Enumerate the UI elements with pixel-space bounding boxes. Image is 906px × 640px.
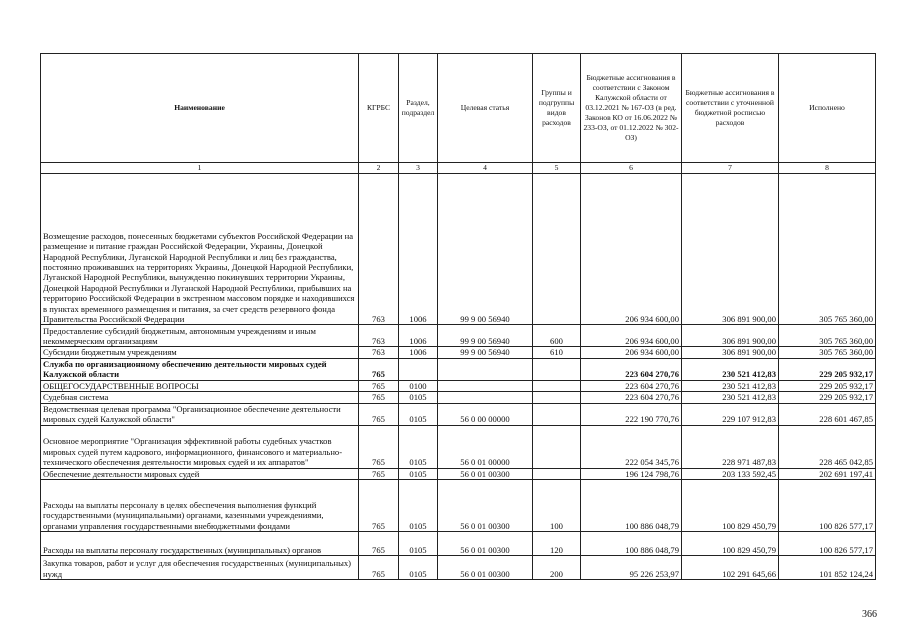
column-number: 8 <box>779 163 876 174</box>
row-assign-refined: 306 891 900,00 <box>682 325 779 347</box>
row-vid: 600 <box>533 325 581 347</box>
row-kgrbs: 763 <box>359 325 399 347</box>
row-tselevaya <box>438 380 533 391</box>
header-kgrbs: КГРБС <box>359 54 399 163</box>
table-row <box>41 403 876 425</box>
row-kgrbs: 765 <box>359 532 399 556</box>
row-assign-refined: 230 521 412,83 <box>682 380 779 391</box>
table-row <box>41 392 876 403</box>
row-vid <box>533 174 581 325</box>
budget-table <box>40 53 876 580</box>
row-ispolneno: 305 765 360,00 <box>779 325 876 347</box>
row-tselevaya: 56 0 00 00000 <box>438 403 533 425</box>
table-row <box>41 480 876 532</box>
row-ispolneno: 202 691 197,41 <box>779 468 876 479</box>
column-number: 4 <box>438 163 533 174</box>
row-assign-refined: 100 829 450,79 <box>682 532 779 556</box>
row-razdel: 0105 <box>399 392 438 403</box>
row-assign-law: 100 886 048,79 <box>581 480 682 532</box>
row-ispolneno: 305 765 360,00 <box>779 347 876 358</box>
row-name: Предоставление субсидий бюджетным, автономным учреждениям и иным некоммерческим организациям <box>41 325 359 347</box>
column-number: 5 <box>533 163 581 174</box>
row-tselevaya: 56 0 01 00300 <box>438 556 533 580</box>
header-gruppy: Группы и подгруппы видов расходов <box>533 54 581 163</box>
row-assign-law: 206 934 600,00 <box>581 347 682 358</box>
row-vid <box>533 392 581 403</box>
row-ispolneno: 229 205 932,17 <box>779 358 876 380</box>
row-assign-law: 206 934 600,00 <box>581 174 682 325</box>
row-vid: 120 <box>533 532 581 556</box>
row-razdel: 0105 <box>399 556 438 580</box>
row-assign-refined: 306 891 900,00 <box>682 174 779 325</box>
column-number: 6 <box>581 163 682 174</box>
row-name: Судебная система <box>41 392 359 403</box>
column-number: 2 <box>359 163 399 174</box>
row-kgrbs: 765 <box>359 392 399 403</box>
row-kgrbs: 765 <box>359 468 399 479</box>
row-assign-law: 222 054 345,76 <box>581 425 682 468</box>
row-razdel: 1006 <box>399 174 438 325</box>
row-name: Возмещение расходов, понесенных бюджетами субъектов Российской Федерации на размещение и питание граждан Российской Федерации, Украины, Донецкой Народной Республики, Луганской Народной Республики и лиц без гражданства, постоянно проживавших на территориях Украины, Донецкой Народной Республики, Луганской Народной Республики, вынужденно покинувших территории Украины, Донецкой Народной Республики и Луганской Народной Республики, прибывших на территорию Российской Федерации в экстренном массовом порядке и находившихся в пунктах временного размещения и питания, за счет средств резервного фонда Правительства Российской Федерации <box>41 174 359 325</box>
row-razdel: 0105 <box>399 480 438 532</box>
row-ispolneno: 228 601 467,85 <box>779 403 876 425</box>
row-ispolneno: 228 465 042,85 <box>779 425 876 468</box>
header-assign-law: Бюджетные ассигнования в соответствии с Законом Калужской области от 03.12.2021 № 167-ОЗ (в ред. Законов КО от 16.06.2022 № 233-ОЗ, от 01.12.2022 № 302-ОЗ) <box>581 54 682 163</box>
row-vid <box>533 380 581 391</box>
header-assign-refined: Бюджетные ассигнования в соответствии с уточненной бюджетной росписью расходов <box>682 54 779 163</box>
row-ispolneno: 100 826 577,17 <box>779 532 876 556</box>
row-tselevaya: 99 9 00 56940 <box>438 174 533 325</box>
row-name: Основное мероприятие "Организация эффективной работы судебных участков мировых судей путем кадрового, информационного, финансового и материально-технического обеспечения деятельности мировых судей и их аппаратов" <box>41 425 359 468</box>
row-name: ОБЩЕГОСУДАРСТВЕННЫЕ ВОПРОСЫ <box>41 380 359 391</box>
row-vid <box>533 425 581 468</box>
column-number-row <box>41 163 876 174</box>
row-assign-refined: 228 971 487,83 <box>682 425 779 468</box>
row-assign-refined: 230 521 412,83 <box>682 392 779 403</box>
row-assign-law: 223 604 270,76 <box>581 392 682 403</box>
row-vid: 100 <box>533 480 581 532</box>
row-kgrbs: 765 <box>359 425 399 468</box>
row-assign-refined: 203 133 592,45 <box>682 468 779 479</box>
row-assign-refined: 306 891 900,00 <box>682 347 779 358</box>
row-vid <box>533 403 581 425</box>
row-tselevaya: 99 9 00 56940 <box>438 347 533 358</box>
row-razdel: 1006 <box>399 325 438 347</box>
column-number: 1 <box>41 163 359 174</box>
row-tselevaya: 99 9 00 56940 <box>438 325 533 347</box>
row-tselevaya <box>438 392 533 403</box>
row-ispolneno: 229 205 932,17 <box>779 392 876 403</box>
row-name: Расходы на выплаты персоналу государственных (муниципальных) органов <box>41 532 359 556</box>
row-kgrbs: 765 <box>359 380 399 391</box>
budget-table-sheet <box>40 53 876 580</box>
column-number: 3 <box>399 163 438 174</box>
row-razdel: 0105 <box>399 425 438 468</box>
table-row <box>41 347 876 358</box>
row-vid <box>533 468 581 479</box>
row-ispolneno: 100 826 577,17 <box>779 480 876 532</box>
row-kgrbs: 765 <box>359 556 399 580</box>
row-tselevaya: 56 0 01 00300 <box>438 532 533 556</box>
table-row <box>41 174 876 325</box>
row-razdel: 0100 <box>399 380 438 391</box>
row-kgrbs: 765 <box>359 480 399 532</box>
row-name: Ведомственная целевая программа "Организационное обеспечение деятельности мировых судей Калужской области" <box>41 403 359 425</box>
table-row <box>41 325 876 347</box>
row-vid: 200 <box>533 556 581 580</box>
row-kgrbs: 765 <box>359 403 399 425</box>
table-row <box>41 358 876 380</box>
row-tselevaya: 56 0 01 00300 <box>438 468 533 479</box>
header-name: Наименование <box>41 54 359 163</box>
row-assign-law: 222 190 770,76 <box>581 403 682 425</box>
page-number: 366 <box>862 609 877 620</box>
column-number: 7 <box>682 163 779 174</box>
header-ispolneno: Исполнено <box>779 54 876 163</box>
row-assign-law: 223 604 270,76 <box>581 380 682 391</box>
table-row <box>41 380 876 391</box>
row-name: Обеспечение деятельности мировых судей <box>41 468 359 479</box>
row-assign-law: 196 124 798,76 <box>581 468 682 479</box>
row-assign-law: 223 604 270,76 <box>581 358 682 380</box>
header-razdel: Раздел, подраздел <box>399 54 438 163</box>
table-row <box>41 468 876 479</box>
row-ispolneno: 305 765 360,00 <box>779 174 876 325</box>
row-name: Служба по организационному обеспечению деятельности мировых судей Калужской области <box>41 358 359 380</box>
row-tselevaya: 56 0 01 00300 <box>438 480 533 532</box>
row-assign-law: 95 226 253,97 <box>581 556 682 580</box>
table-row <box>41 425 876 468</box>
row-razdel: 0105 <box>399 532 438 556</box>
header-tselevaya: Целевая статья <box>438 54 533 163</box>
table-row <box>41 556 876 580</box>
row-assign-refined: 230 521 412,83 <box>682 358 779 380</box>
row-razdel: 1006 <box>399 347 438 358</box>
row-assign-refined: 100 829 450,79 <box>682 480 779 532</box>
row-assign-law: 206 934 600,00 <box>581 325 682 347</box>
row-kgrbs: 763 <box>359 174 399 325</box>
row-tselevaya <box>438 358 533 380</box>
row-vid <box>533 358 581 380</box>
row-kgrbs: 765 <box>359 358 399 380</box>
row-assign-law: 100 886 048,79 <box>581 532 682 556</box>
row-assign-refined: 102 291 645,66 <box>682 556 779 580</box>
row-razdel: 0105 <box>399 468 438 479</box>
row-name: Закупка товаров, работ и услуг для обеспечения государственных (муниципальных) нужд <box>41 556 359 580</box>
row-tselevaya: 56 0 01 00000 <box>438 425 533 468</box>
row-kgrbs: 763 <box>359 347 399 358</box>
row-ispolneno: 229 205 932,17 <box>779 380 876 391</box>
row-razdel <box>399 358 438 380</box>
row-razdel: 0105 <box>399 403 438 425</box>
row-name: Субсидии бюджетным учреждениям <box>41 347 359 358</box>
table-row <box>41 532 876 556</box>
row-ispolneno: 101 852 124,24 <box>779 556 876 580</box>
row-vid: 610 <box>533 347 581 358</box>
row-name: Расходы на выплаты персоналу в целях обеспечения выполнения функций государственными (муниципальными) органами, казенными учреждениями, органами управления государственными внебюджетными фондами <box>41 480 359 532</box>
row-assign-refined: 229 107 912,83 <box>682 403 779 425</box>
table-header-row <box>41 54 876 163</box>
